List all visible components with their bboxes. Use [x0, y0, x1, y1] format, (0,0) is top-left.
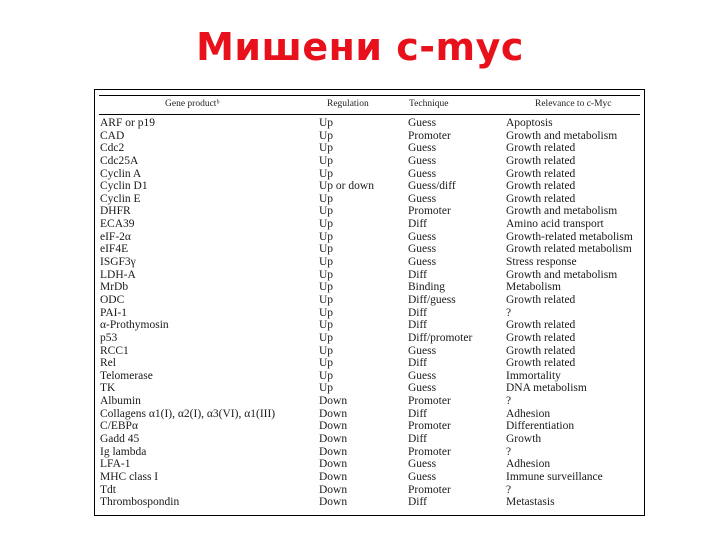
cell-technique: Diff [408, 407, 427, 420]
table-row [95, 395, 644, 408]
cell-regulation: Up [319, 230, 334, 243]
cell-relevance: Stress response [506, 256, 577, 269]
cell-technique: Guess [408, 369, 437, 382]
cell-regulation: Up [319, 306, 334, 319]
cell-regulation: Up [319, 192, 334, 205]
table-row [95, 142, 644, 155]
cell-relevance: Growth related [506, 331, 576, 344]
table-header-rule [99, 114, 640, 115]
cell-relevance: Apoptosis [506, 117, 553, 129]
cell-technique: Diff [408, 496, 427, 509]
slide-title: Мишени c-myc [196, 25, 524, 69]
header-regulation: Regulation [327, 99, 369, 109]
cell-relevance: ? [506, 483, 512, 496]
table-row [95, 307, 644, 320]
cell-regulation: Up [319, 357, 334, 370]
cell-technique: Guess/diff [408, 180, 456, 193]
cell-relevance: Growth related [506, 357, 576, 370]
cell-gene-product: RCC1 [100, 344, 129, 357]
cell-technique: Guess [408, 470, 437, 483]
cell-relevance: Growth related [506, 154, 576, 167]
table-row [95, 130, 644, 143]
cell-technique: Guess [408, 256, 437, 269]
cell-relevance: Growth and metabolism [506, 129, 618, 142]
cell-technique: Guess [408, 142, 437, 155]
cell-regulation: Down [319, 445, 348, 458]
cell-relevance: Growth related [506, 167, 576, 180]
cell-gene-product: Ig lambda [100, 445, 147, 458]
table-row [95, 345, 644, 358]
cell-regulation: Up [319, 117, 334, 129]
cell-technique: Guess [408, 458, 437, 471]
table-row [95, 433, 644, 446]
cell-regulation: Up [319, 293, 334, 306]
cell-gene-product: LFA-1 [100, 458, 131, 471]
cell-regulation: Down [319, 420, 348, 433]
cell-relevance: Immune surveillance [506, 470, 603, 483]
cell-relevance: Growth related [506, 319, 576, 332]
table-row [95, 294, 644, 307]
cell-regulation: Up [319, 129, 334, 142]
cell-technique: Guess [408, 230, 437, 243]
table-row [95, 420, 644, 433]
cell-regulation: Up [319, 218, 334, 231]
cell-gene-product: CAD [100, 129, 125, 142]
cell-technique: Promoter [408, 129, 451, 142]
cell-regulation: Up [319, 256, 334, 269]
cell-relevance: ? [506, 445, 512, 458]
cell-gene-product: Tdt [100, 483, 116, 496]
cell-relevance: ? [506, 306, 512, 319]
cell-relevance: Immortality [506, 369, 561, 382]
cell-technique: Promoter [408, 445, 451, 458]
cell-relevance: Growth related metabolism [506, 243, 632, 256]
header-relevance: Relevance to c-Myc [535, 99, 612, 109]
cell-gene-product: eIF-2α [100, 230, 131, 243]
cell-technique: Guess [408, 167, 437, 180]
cell-gene-product: Gadd 45 [100, 433, 140, 446]
cell-relevance: Growth and metabolism [506, 268, 618, 281]
cell-gene-product: Cdc25A [100, 154, 139, 167]
cell-regulation: Down [319, 407, 348, 420]
cell-technique: Guess [408, 382, 437, 395]
cell-regulation: Up [319, 167, 334, 180]
table-row [95, 269, 644, 282]
cell-relevance: Growth related [506, 293, 576, 306]
table-row [95, 193, 644, 206]
cell-regulation: Up [319, 268, 334, 281]
cell-regulation: Down [319, 433, 348, 446]
cell-gene-product: PAI-1 [100, 306, 128, 319]
table-header-row [95, 96, 644, 114]
cell-relevance: Differentiation [506, 420, 575, 433]
cell-gene-product: Thrombospondin [100, 496, 180, 509]
table-row [95, 155, 644, 168]
cell-gene-product: Cyclin A [100, 167, 142, 180]
cell-regulation: Down [319, 458, 348, 471]
table-row [95, 382, 644, 395]
table-row [95, 458, 644, 471]
table-row [95, 243, 644, 256]
cell-regulation: Down [319, 496, 348, 509]
table-row [95, 496, 644, 509]
cell-gene-product: TK [100, 382, 116, 395]
cell-regulation: Up [319, 281, 334, 294]
cell-gene-product: MHC class I [100, 470, 159, 483]
cell-relevance: Metabolism [506, 281, 561, 294]
cell-regulation: Up [319, 331, 334, 344]
cell-gene-product: Collagens α1(I), α2(I), α3(VI), α1(III) [100, 407, 276, 420]
cell-regulation: Up [319, 243, 334, 256]
cell-relevance: Growth related [506, 192, 576, 205]
table-row [95, 281, 644, 294]
cell-gene-product: eIF4E [100, 243, 129, 256]
cell-relevance: Growth related [506, 180, 576, 193]
table-row [95, 218, 644, 231]
cell-gene-product: ODC [100, 293, 125, 306]
cell-gene-product: Telomerase [100, 369, 153, 382]
cell-regulation: Up [319, 344, 334, 357]
cell-relevance: Metastasis [506, 496, 555, 509]
cell-relevance: Amino acid transport [506, 218, 604, 231]
table-row [95, 471, 644, 484]
cell-technique: Diff [408, 218, 427, 231]
cell-technique: Binding [408, 281, 446, 294]
table-row [95, 357, 644, 370]
cell-gene-product: α-Prothymosin [100, 319, 169, 332]
cell-technique: Diff [408, 268, 427, 281]
cell-regulation: Up [319, 205, 334, 218]
cell-regulation: Down [319, 483, 348, 496]
cell-technique: Diff/guess [408, 293, 456, 306]
header-gene-product: Gene productᵇ [165, 99, 220, 109]
cell-technique: Promoter [408, 395, 451, 408]
cell-relevance: Growth related [506, 142, 576, 155]
cell-technique: Promoter [408, 483, 451, 496]
cell-relevance: ? [506, 395, 512, 408]
cell-technique: Guess [408, 243, 437, 256]
cell-technique: Guess [408, 344, 437, 357]
table-row [95, 180, 644, 193]
cell-gene-product: Rel [100, 357, 116, 370]
cell-technique: Guess [408, 192, 437, 205]
cell-technique: Guess [408, 117, 437, 129]
table-row [95, 332, 644, 345]
cell-relevance: Growth and metabolism [506, 205, 618, 218]
cell-regulation: Up [319, 369, 334, 382]
cell-technique: Diff [408, 357, 427, 370]
cell-gene-product: ISGF3γ [100, 256, 136, 269]
header-technique: Technique [409, 99, 449, 109]
table-row [95, 319, 644, 332]
cell-regulation: Up [319, 142, 334, 155]
cell-gene-product: p53 [100, 331, 118, 344]
cell-gene-product: ECA39 [100, 218, 135, 231]
cell-regulation: Up [319, 382, 334, 395]
cell-gene-product: ARF or p19 [100, 117, 155, 129]
cell-technique: Diff [408, 306, 427, 319]
cell-technique: Promoter [408, 205, 451, 218]
cell-regulation: Down [319, 395, 348, 408]
table-row [95, 168, 644, 181]
table-row [95, 117, 644, 130]
table-row [95, 205, 644, 218]
table-row [95, 256, 644, 269]
cell-relevance: Adhesion [506, 407, 551, 420]
cell-gene-product: Cyclin D1 [100, 180, 148, 193]
cell-regulation: Up [319, 319, 334, 332]
cell-gene-product: Albumin [100, 395, 141, 408]
cell-gene-product: LDH-A [100, 268, 136, 281]
cell-gene-product: Cyclin E [100, 192, 141, 205]
cell-relevance: Growth-related metabolism [506, 230, 633, 243]
cell-technique: Diff [408, 433, 427, 446]
cell-gene-product: MrDb [100, 281, 129, 294]
cell-technique: Diff [408, 319, 427, 332]
cell-gene-product: DHFR [100, 205, 131, 218]
cell-regulation: Up [319, 154, 334, 167]
cell-regulation: Up or down [319, 180, 374, 193]
cell-relevance: Adhesion [506, 458, 551, 471]
cell-technique: Diff/promoter [408, 331, 473, 344]
cell-relevance: DNA metabolism [506, 382, 587, 395]
cell-technique: Promoter [408, 420, 451, 433]
table-body [95, 117, 644, 509]
cell-gene-product: Cdc2 [100, 142, 125, 155]
table-row [95, 484, 644, 497]
cell-technique: Guess [408, 154, 437, 167]
table-row [95, 370, 644, 383]
cell-relevance: Growth [506, 433, 542, 446]
cell-gene-product: C/EBPα [100, 420, 138, 433]
table-row [95, 446, 644, 459]
table-row [95, 231, 644, 244]
cell-relevance: Growth related [506, 344, 576, 357]
c-myc-targets-table [94, 89, 645, 516]
table-row [95, 408, 644, 421]
cell-regulation: Down [319, 470, 348, 483]
